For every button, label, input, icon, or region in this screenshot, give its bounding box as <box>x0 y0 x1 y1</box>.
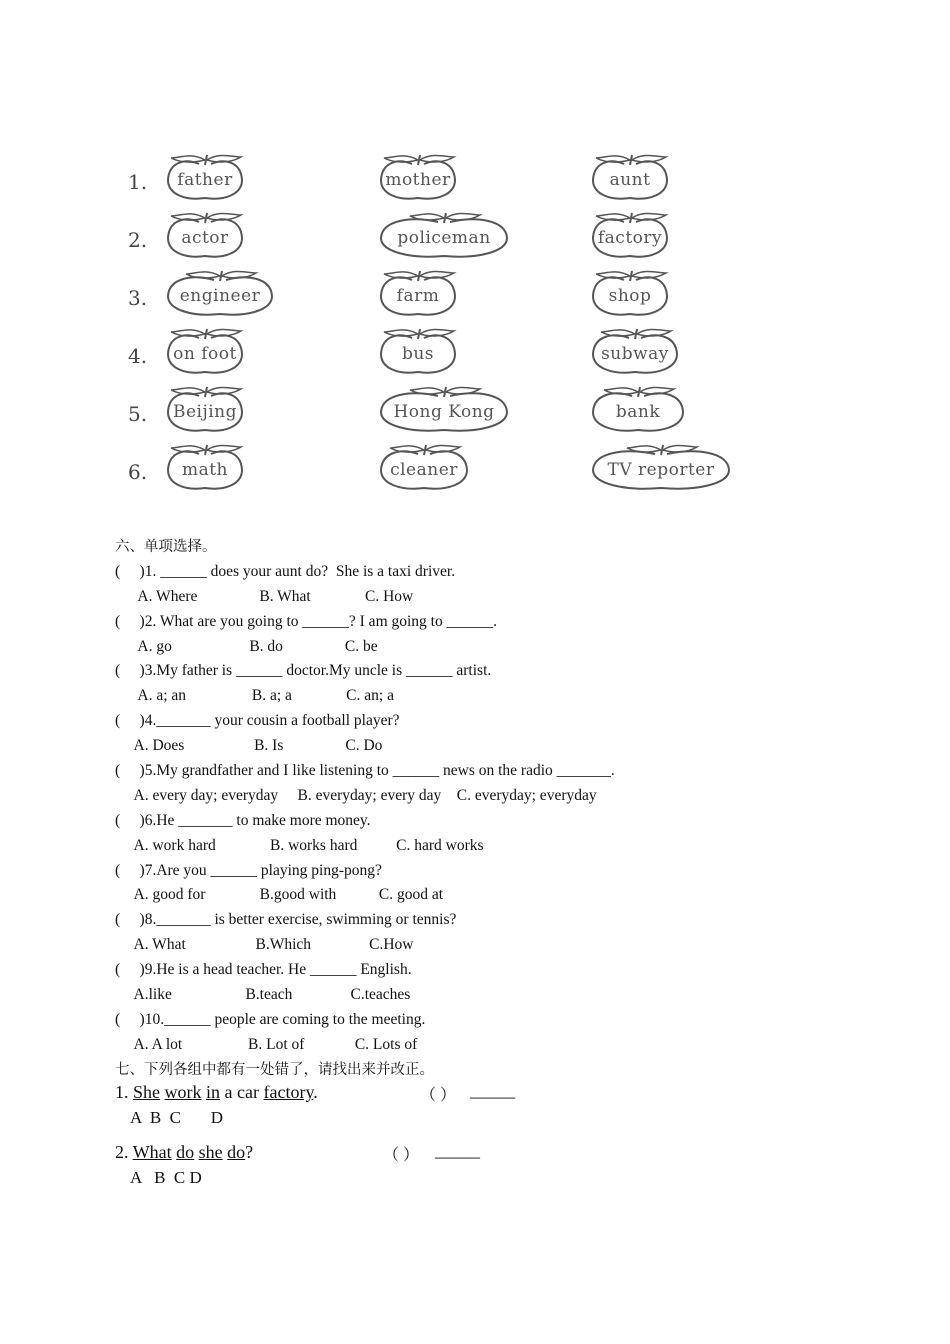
row-number: 1. <box>128 170 148 194</box>
apple-word: TV reporter <box>607 460 715 480</box>
apple-word: factory <box>597 228 663 248</box>
apple-word-card <box>590 444 732 490</box>
option-b-word: do <box>176 1142 195 1162</box>
apple-word-card <box>590 270 670 316</box>
error-item-2: 2. What do she do? <box>115 1142 254 1162</box>
question-7-options: A. good for B.good with C. good at <box>115 886 444 904</box>
apple-word-card <box>590 154 670 200</box>
option-d-word: factory <box>263 1082 314 1102</box>
apple-word-card <box>165 270 275 316</box>
apple-word: mother <box>385 170 451 190</box>
apple-row <box>110 150 760 208</box>
option-c-word: in <box>206 1082 221 1102</box>
option-a-word: She <box>133 1082 160 1102</box>
question-6[interactable]: ( )6.He _______ to make more money. <box>115 811 371 829</box>
apple-word: bank <box>615 402 661 422</box>
apple-word: policeman <box>397 228 491 248</box>
apple-word-card <box>378 386 510 432</box>
question-10-options: A. A lot B. Lot of C. Lots of <box>115 1035 418 1053</box>
apple-word: farm <box>396 286 440 306</box>
apple-word-card <box>165 328 245 374</box>
apple-word-card <box>165 444 245 490</box>
question-1[interactable]: ( )1. ______ does your aunt do? She is a taxi driver. <box>115 562 456 580</box>
apple-word: Hong Kong <box>393 402 495 422</box>
question-1-options: A. Where B. What C. How <box>115 587 414 605</box>
apple-row <box>110 324 760 382</box>
apple-word-card <box>378 328 458 374</box>
correction-blank-1[interactable]: _____ <box>470 1080 515 1100</box>
option-letters-2: A B C D <box>130 1168 202 1187</box>
apple-word: math <box>181 460 229 480</box>
question-4-options: A. Does B. Is C. Do <box>115 737 383 755</box>
row-number: 3. <box>128 286 148 310</box>
apple-word: actor <box>181 228 229 248</box>
apple-word-card <box>590 386 686 432</box>
row-number: 5. <box>128 402 148 426</box>
question-10[interactable]: ( )10.______ people are coming to the meeting. <box>115 1010 426 1028</box>
apple-word-grid <box>110 150 760 520</box>
question-8[interactable]: ( )8._______ is better exercise, swimming or tennis? <box>115 911 457 929</box>
apple-row <box>110 382 760 440</box>
apple-word-card <box>378 212 510 258</box>
section-6 <box>115 535 835 1058</box>
question-2-options: A. go B. do C. be <box>115 637 378 655</box>
row-number: 4. <box>128 344 148 368</box>
question-4[interactable]: ( )4._______ your cousin a football player? <box>115 712 400 730</box>
apple-word-card <box>378 154 458 200</box>
apple-row <box>110 440 760 498</box>
question-5-options: A. every day; everyday B. everyday; every day C. everyday; everyday <box>115 786 597 804</box>
apple-word-card <box>165 212 245 258</box>
correction-blank-2[interactable]: _____ <box>435 1140 480 1160</box>
apple-word: shop <box>608 286 652 306</box>
apple-word: aunt <box>609 170 651 190</box>
apple-word-card <box>378 270 458 316</box>
row-number: 2. <box>128 228 148 252</box>
section-7-title: 七、下列各组中都有一处错了，请找出来并改正。 <box>115 1062 434 1078</box>
option-b-word: work <box>164 1082 202 1102</box>
section-6-title: 六、单项选择。 <box>115 539 217 555</box>
apple-word: subway <box>601 344 669 364</box>
question-9-options: A.like B.teach C.teaches <box>115 986 411 1004</box>
option-a-word: What <box>132 1142 172 1162</box>
apple-word-card <box>590 212 670 258</box>
option-c-word: she <box>198 1142 223 1162</box>
question-5[interactable]: ( )5.My grandfather and I like listening to ______ news on the radio _______. <box>115 762 615 780</box>
question-6-options: A. work hard B. works hard C. hard works <box>115 836 484 854</box>
apple-word: Beijing <box>172 402 238 422</box>
error-item-1: 1. She work in a car factory. <box>115 1082 318 1102</box>
apple-word: on foot <box>173 344 237 364</box>
question-7[interactable]: ( )7.Are you ______ playing ping-pong? <box>115 861 382 879</box>
option-d-word: do <box>227 1142 246 1162</box>
apple-row <box>110 266 760 324</box>
apple-word-card <box>378 444 470 490</box>
apple-word: cleaner <box>390 460 458 480</box>
question-8-options: A. What B.Which C.How <box>115 936 414 954</box>
question-3-options: A. a; an B. a; a C. an; a <box>115 687 394 705</box>
question-9[interactable]: ( )9.He is a head teacher. He ______ English. <box>115 961 412 979</box>
apple-word-card <box>165 386 245 432</box>
question-3[interactable]: ( )3.My father is ______ doctor.My uncle is ______ artist. <box>115 662 492 680</box>
answer-paren-1[interactable]: （ ） <box>420 1087 457 1104</box>
row-number: 6. <box>128 460 148 484</box>
apple-word: engineer <box>179 286 261 306</box>
apple-word: father <box>177 170 233 190</box>
apple-word: bus <box>401 344 435 364</box>
apple-word-card <box>165 154 245 200</box>
answer-paren-2[interactable]: （ ） <box>383 1147 420 1164</box>
question-2[interactable]: ( )2. What are you going to ______? I am going to ______. <box>115 612 497 630</box>
option-letters-1: A B C D <box>130 1108 224 1127</box>
apple-word-card <box>590 328 680 374</box>
apple-row <box>110 208 760 266</box>
